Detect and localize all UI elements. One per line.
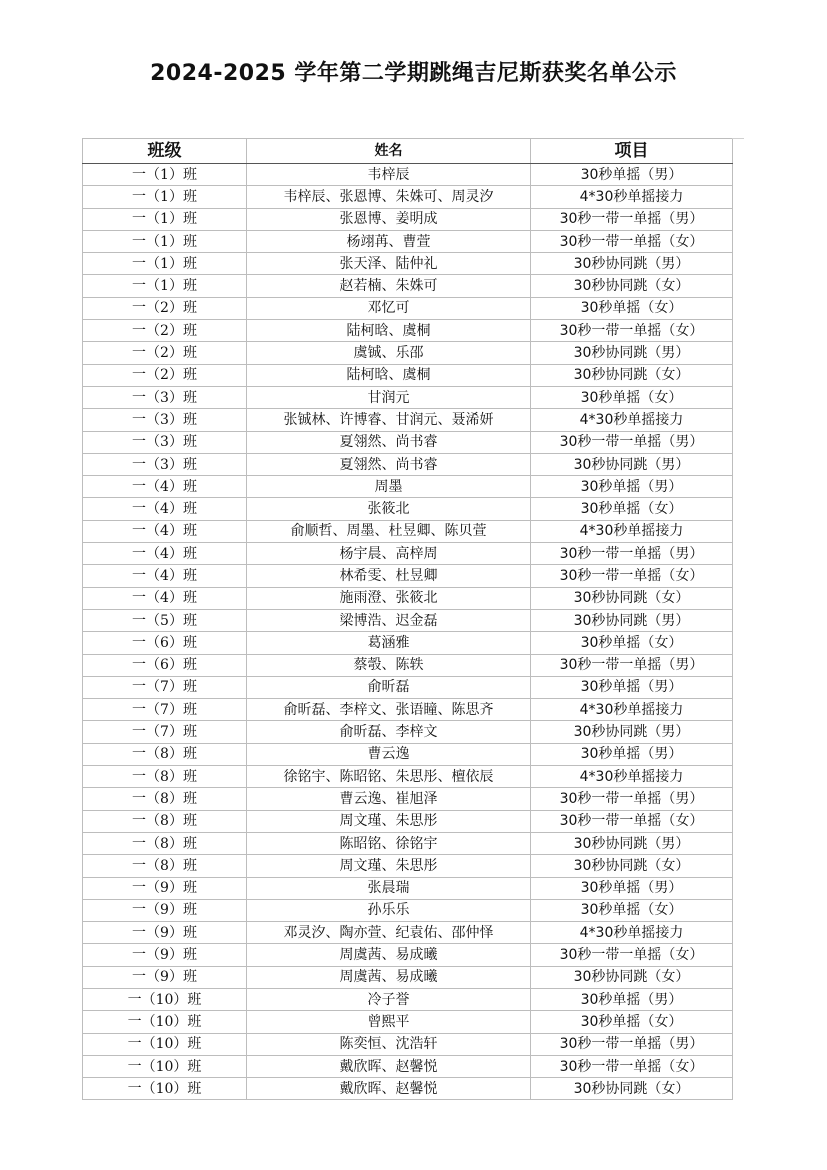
cell-event: 30秒协同跳（女） xyxy=(531,966,733,988)
cell-class: 一（2）班 xyxy=(83,342,247,364)
table-row xyxy=(83,743,733,765)
sheet-gridline xyxy=(732,138,744,139)
cell-names: 孙乐乐 xyxy=(247,899,531,921)
cell-class: 一（10）班 xyxy=(83,1078,247,1100)
cell-class: 一（5）班 xyxy=(83,609,247,631)
cell-class: 一（2）班 xyxy=(83,297,247,319)
cell-event: 4*30秒单摇接力 xyxy=(531,409,733,431)
table-row xyxy=(83,587,733,609)
cell-event: 30秒协同跳（男） xyxy=(531,721,733,743)
cell-names: 周虞茜、易成曦 xyxy=(247,966,531,988)
cell-class: 一（3）班 xyxy=(83,409,247,431)
table-row xyxy=(83,810,733,832)
table-row xyxy=(83,275,733,297)
table-body xyxy=(83,164,733,1100)
cell-event: 30秒单摇（男） xyxy=(531,676,733,698)
cell-class: 一（3）班 xyxy=(83,453,247,475)
cell-event: 30秒单摇（女） xyxy=(531,498,733,520)
cell-class: 一（4）班 xyxy=(83,520,247,542)
table-row xyxy=(83,609,733,631)
cell-names: 曹云逸、崔旭泽 xyxy=(247,788,531,810)
table-row xyxy=(83,632,733,654)
cell-names: 邓灵汐、陶亦萱、纪袁佑、邵仲怿 xyxy=(247,922,531,944)
table-row xyxy=(83,766,733,788)
table-row xyxy=(83,1055,733,1077)
table-row xyxy=(83,186,733,208)
table-row xyxy=(83,342,733,364)
cell-names: 张筱北 xyxy=(247,498,531,520)
cell-class: 一（4）班 xyxy=(83,498,247,520)
table-row xyxy=(83,386,733,408)
cell-names: 虞铖、乐邵 xyxy=(247,342,531,364)
cell-class: 一（10）班 xyxy=(83,1033,247,1055)
cell-event: 30秒单摇（男） xyxy=(531,743,733,765)
cell-names: 陈奕恒、沈浩轩 xyxy=(247,1033,531,1055)
cell-class: 一（1）班 xyxy=(83,275,247,297)
table-row xyxy=(83,543,733,565)
cell-names: 夏翎然、尚书睿 xyxy=(247,431,531,453)
cell-names: 陆柯晗、虞桐 xyxy=(247,364,531,386)
table-row xyxy=(83,944,733,966)
cell-names: 陈昭铭、徐铭宇 xyxy=(247,832,531,854)
cell-names: 葛涵雅 xyxy=(247,632,531,654)
table-row xyxy=(83,431,733,453)
table-row xyxy=(83,520,733,542)
table-row xyxy=(83,877,733,899)
table-row xyxy=(83,922,733,944)
cell-class: 一（8）班 xyxy=(83,743,247,765)
table-row xyxy=(83,654,733,676)
table-row xyxy=(83,788,733,810)
cell-names: 甘润元 xyxy=(247,386,531,408)
cell-class: 一（4）班 xyxy=(83,476,247,498)
cell-names: 周虞茜、易成曦 xyxy=(247,944,531,966)
cell-event: 30秒一带一单摇（男） xyxy=(531,788,733,810)
cell-event: 30秒协同跳（男） xyxy=(531,253,733,275)
cell-names: 俞顺哲、周墨、杜昱卿、陈贝萱 xyxy=(247,520,531,542)
cell-event: 30秒单摇（女） xyxy=(531,632,733,654)
sheet-edge xyxy=(732,138,733,162)
document-title: 2024-2025 学年第二学期跳绳吉尼斯获奖名单公示 xyxy=(150,61,677,86)
cell-event: 30秒一带一单摇（女） xyxy=(531,320,733,342)
cell-names: 戴欣晖、赵馨悦 xyxy=(247,1055,531,1077)
cell-class: 一（4）班 xyxy=(83,587,247,609)
cell-event: 30秒一带一单摇（女） xyxy=(531,810,733,832)
cell-event: 30秒协同跳（男） xyxy=(531,453,733,475)
cell-class: 一（8）班 xyxy=(83,832,247,854)
cell-event: 30秒协同跳（男） xyxy=(531,342,733,364)
table-header-row xyxy=(83,139,733,164)
cell-event: 30秒单摇（女） xyxy=(531,1011,733,1033)
cell-class: 一（10）班 xyxy=(83,1011,247,1033)
cell-event: 30秒协同跳（男） xyxy=(531,832,733,854)
cell-names: 冷子誉 xyxy=(247,988,531,1010)
table-row xyxy=(83,832,733,854)
cell-event: 4*30秒单摇接力 xyxy=(531,520,733,542)
cell-event: 30秒单摇（男） xyxy=(531,476,733,498)
cell-event: 30秒协同跳（女） xyxy=(531,275,733,297)
cell-event: 30秒协同跳（男） xyxy=(531,609,733,631)
cell-event: 30秒单摇（女） xyxy=(531,386,733,408)
cell-class: 一（4）班 xyxy=(83,565,247,587)
cell-names: 徐铭宇、陈昭铭、朱思彤、檀依辰 xyxy=(247,766,531,788)
cell-class: 一（9）班 xyxy=(83,899,247,921)
header-event: 项目 xyxy=(531,139,733,164)
cell-class: 一（2）班 xyxy=(83,320,247,342)
cell-event: 4*30秒单摇接力 xyxy=(531,699,733,721)
cell-names: 韦梓辰 xyxy=(247,164,531,186)
cell-names: 张恩博、姜明成 xyxy=(247,208,531,230)
cell-event: 30秒一带一单摇（女） xyxy=(531,1055,733,1077)
cell-class: 一（7）班 xyxy=(83,676,247,698)
cell-class: 一（1）班 xyxy=(83,230,247,252)
cell-class: 一（1）班 xyxy=(83,186,247,208)
cell-event: 30秒一带一单摇（女） xyxy=(531,565,733,587)
cell-names: 戴欣晖、赵馨悦 xyxy=(247,1078,531,1100)
table-row xyxy=(83,476,733,498)
cell-names: 林希雯、杜昱卿 xyxy=(247,565,531,587)
cell-class: 一（10）班 xyxy=(83,988,247,1010)
cell-class: 一（1）班 xyxy=(83,164,247,186)
table-row xyxy=(83,364,733,386)
cell-class: 一（9）班 xyxy=(83,966,247,988)
cell-names: 陆柯晗、虞桐 xyxy=(247,320,531,342)
cell-names: 张天泽、陆仲礼 xyxy=(247,253,531,275)
cell-names: 杨翊苒、曹萱 xyxy=(247,230,531,252)
cell-event: 4*30秒单摇接力 xyxy=(531,766,733,788)
cell-class: 一（9）班 xyxy=(83,877,247,899)
cell-class: 一（3）班 xyxy=(83,386,247,408)
cell-class: 一（8）班 xyxy=(83,810,247,832)
cell-class: 一（6）班 xyxy=(83,654,247,676)
cell-names: 曾熙平 xyxy=(247,1011,531,1033)
table-row xyxy=(83,320,733,342)
table-row xyxy=(83,208,733,230)
cell-event: 30秒一带一单摇（男） xyxy=(531,543,733,565)
cell-event: 30秒协同跳（女） xyxy=(531,587,733,609)
cell-event: 30秒单摇（女） xyxy=(531,297,733,319)
cell-event: 30秒一带一单摇（男） xyxy=(531,1033,733,1055)
table-row xyxy=(83,1078,733,1100)
cell-event: 30秒一带一单摇（男） xyxy=(531,654,733,676)
header-name: 姓名 xyxy=(247,139,531,164)
cell-names: 周文瑾、朱思彤 xyxy=(247,855,531,877)
cell-names: 周墨 xyxy=(247,476,531,498)
cell-class: 一（1）班 xyxy=(83,208,247,230)
table-row xyxy=(83,988,733,1010)
cell-event: 30秒单摇（男） xyxy=(531,164,733,186)
cell-names: 俞昕磊、李梓文、张语瞳、陈思齐 xyxy=(247,699,531,721)
cell-names: 赵若楠、朱姝可 xyxy=(247,275,531,297)
cell-class: 一（8）班 xyxy=(83,788,247,810)
cell-names: 周文瑾、朱思彤 xyxy=(247,810,531,832)
cell-class: 一（9）班 xyxy=(83,922,247,944)
cell-names: 俞昕磊、李梓文 xyxy=(247,721,531,743)
cell-event: 30秒协同跳（女） xyxy=(531,855,733,877)
cell-names: 夏翎然、尚书睿 xyxy=(247,453,531,475)
award-table-container xyxy=(82,138,732,1100)
cell-class: 一（7）班 xyxy=(83,699,247,721)
cell-event: 30秒单摇（女） xyxy=(531,899,733,921)
cell-names: 梁博浩、迟金磊 xyxy=(247,609,531,631)
table-row xyxy=(83,253,733,275)
cell-event: 30秒一带一单摇（男） xyxy=(531,208,733,230)
table-row xyxy=(83,565,733,587)
cell-names: 张铖林、许博睿、甘润元、聂浠妍 xyxy=(247,409,531,431)
cell-class: 一（8）班 xyxy=(83,855,247,877)
cell-event: 30秒一带一单摇（女） xyxy=(531,944,733,966)
cell-event: 30秒一带一单摇（女） xyxy=(531,230,733,252)
cell-names: 曹云逸 xyxy=(247,743,531,765)
table-row xyxy=(83,699,733,721)
cell-names: 俞昕磊 xyxy=(247,676,531,698)
cell-names: 韦梓辰、张恩博、朱姝可、周灵汐 xyxy=(247,186,531,208)
table-row xyxy=(83,676,733,698)
cell-class: 一（9）班 xyxy=(83,944,247,966)
table-row xyxy=(83,297,733,319)
cell-class: 一（6）班 xyxy=(83,632,247,654)
cell-names: 邓忆可 xyxy=(247,297,531,319)
table-row xyxy=(83,498,733,520)
cell-class: 一（3）班 xyxy=(83,431,247,453)
table-row xyxy=(83,164,733,186)
cell-event: 30秒单摇（男） xyxy=(531,988,733,1010)
cell-event: 4*30秒单摇接力 xyxy=(531,186,733,208)
cell-event: 30秒协同跳（女） xyxy=(531,364,733,386)
cell-event: 30秒一带一单摇（男） xyxy=(531,431,733,453)
cell-class: 一（10）班 xyxy=(83,1055,247,1077)
cell-event: 4*30秒单摇接力 xyxy=(531,922,733,944)
table-row xyxy=(83,1033,733,1055)
cell-names: 杨宇晨、高梓周 xyxy=(247,543,531,565)
table-row xyxy=(83,230,733,252)
cell-class: 一（1）班 xyxy=(83,253,247,275)
table-row xyxy=(83,453,733,475)
cell-class: 一（7）班 xyxy=(83,721,247,743)
table-row xyxy=(83,966,733,988)
header-class: 班级 xyxy=(83,139,247,164)
cell-names: 蔡彀、陈轶 xyxy=(247,654,531,676)
table-row xyxy=(83,899,733,921)
cell-names: 张晨瑞 xyxy=(247,877,531,899)
cell-event: 30秒协同跳（女） xyxy=(531,1078,733,1100)
cell-names: 施雨澄、张筱北 xyxy=(247,587,531,609)
award-table xyxy=(82,138,733,1100)
table-row xyxy=(83,1011,733,1033)
table-row xyxy=(83,409,733,431)
cell-event: 30秒单摇（男） xyxy=(531,877,733,899)
table-row xyxy=(83,855,733,877)
cell-class: 一（8）班 xyxy=(83,766,247,788)
cell-class: 一（4）班 xyxy=(83,543,247,565)
cell-class: 一（2）班 xyxy=(83,364,247,386)
table-row xyxy=(83,721,733,743)
